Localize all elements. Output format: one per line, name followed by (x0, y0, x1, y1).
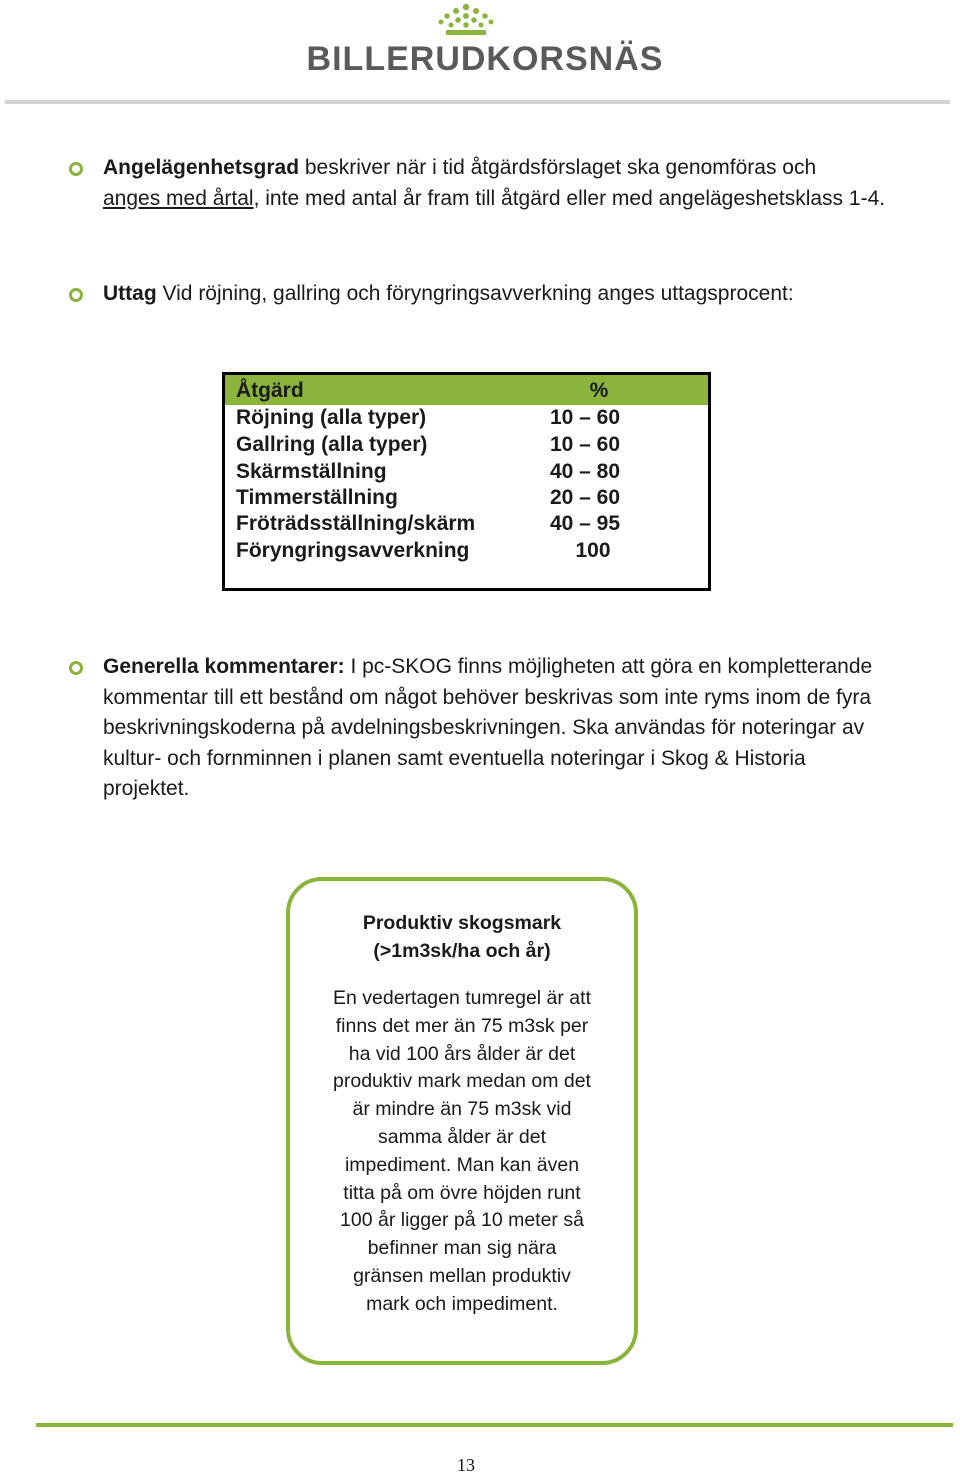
table-cell-percent: 10 – 60 (549, 406, 621, 429)
crown-icon (430, 2, 502, 38)
info-box-line: mark och impediment. (366, 1292, 558, 1315)
bullet-icon (68, 660, 84, 676)
logo-text: BILLERUDKORSNÄS (306, 40, 664, 78)
info-box-line: 100 år ligger på 10 meter så (340, 1209, 584, 1232)
info-box-line: titta på om övre höjden runt (343, 1181, 581, 1204)
table-cell-percent: 40 – 80 (549, 460, 621, 483)
info-box-title-line: Produktiv skogsmark (362, 912, 562, 934)
table-cell-atgard: Skärmställning (236, 460, 387, 483)
page-number: 13 (457, 1455, 475, 1475)
info-box-line: En vedertagen tumregel är att (333, 987, 591, 1009)
bullet-icon (68, 287, 84, 303)
paragraph-angelagenhetsgrad (103, 153, 903, 214)
term-angelagenhetsgrad: Angelägenhetsgrad (103, 156, 300, 179)
table-header-percent: % (589, 379, 609, 402)
info-box-line: ha vid 100 års ålder är det (348, 1042, 576, 1065)
table-cell-atgard: Fröträdsställning/skärm (236, 512, 476, 535)
info-box-line: finns det mer än 75 m3sk per (335, 1014, 589, 1037)
info-box-title-line: (>1m3sk/ha och år) (373, 940, 551, 962)
paragraph-uttag (103, 279, 903, 310)
company-logo (0, 0, 960, 90)
table-header-atgard: Åtgärd (236, 379, 304, 402)
bullet-icon (68, 161, 84, 177)
info-box-title (290, 909, 634, 965)
underlined-text: anges med årtal (103, 186, 254, 210)
table-cell-percent: 40 – 95 (549, 512, 621, 535)
paragraph-generella-kommentarer (103, 652, 893, 805)
uttag-table (222, 372, 711, 591)
info-box-line: samma ålder är det (378, 1125, 546, 1148)
term-uttag: Uttag (103, 282, 157, 305)
header-divider (5, 100, 950, 104)
table-cell-atgard: Timmerställning (236, 486, 398, 509)
table-cell-percent: 100 (575, 539, 611, 562)
table-cell-atgard: Gallring (alla typer) (236, 433, 428, 456)
paragraph-text: beskriver när i tid åtgärdsförslaget ska genomföras och (299, 156, 817, 179)
info-box-line: gränsen mellan produktiv (353, 1264, 571, 1287)
footer-divider (36, 1423, 953, 1427)
table-cell-atgard: Röjning (alla typer) (236, 406, 427, 429)
info-box-body (290, 985, 634, 1319)
paragraph-text: , inte med antal år fram till åtgärd eller med angelägeshetsklass 1-4. (253, 186, 886, 210)
table-cell-atgard: Föryngringsavverkning (236, 539, 470, 562)
paragraph-text: I pc-SKOG finns möjligheten att göra en kompletterande kommentar till ett bestånd om något behöver beskrivas som inte ryms inom de fyra beskrivningskoderna på avdelningsbeskrivningen. Ska användas för noteringar av kultur- och fornminnen i planen samt eventuella noteringar i Skog & Historia projektet. (103, 655, 873, 800)
info-box-produktiv-skogsmark (286, 877, 638, 1365)
term-generella-kommentarer: Generella kommentarer: (103, 655, 345, 678)
info-box-line: produktiv mark medan om det (333, 1070, 591, 1093)
info-box-line: impediment. Man kan även (344, 1153, 580, 1176)
paragraph-text: Vid röjning, gallring och föryngringsavverkning anges uttagsprocent: (156, 282, 794, 305)
table-cell-percent: 20 – 60 (549, 486, 621, 509)
info-box-line: befinner man sig nära (367, 1237, 557, 1260)
info-box-line: är mindre än 75 m3sk vid (352, 1098, 572, 1121)
table-cell-percent: 10 – 60 (549, 433, 621, 456)
